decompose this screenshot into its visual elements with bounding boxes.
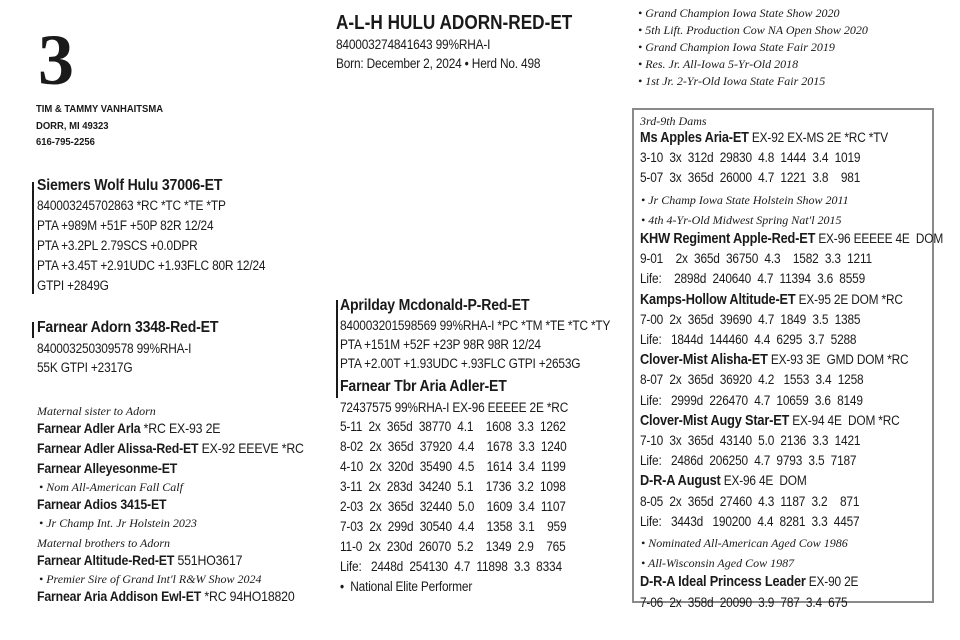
ancestor-dam-honor: • Jr Champ Iowa State Holstein Show 2011 — [641, 192, 849, 207]
granddam-record: 7-03 2x 299d 30540 4.4 1358 3.1 959 — [340, 519, 567, 534]
owner-name: TIM & TAMMY VANHAITSMA — [36, 103, 164, 115]
sibling-note: • Nom All-American Fall Calf — [39, 480, 183, 494]
ancestor-dams-heading: 3rd-9th Dams — [640, 114, 707, 128]
granddam-record: 4-10 2x 320d 35490 4.5 1614 3.4 1199 — [340, 459, 566, 474]
ancestor-dam-name: D-R-A August — [640, 473, 721, 490]
mgs-line: PTA +151M +52F +23P 98R 98R 12/24 — [340, 337, 541, 352]
ancestor-dam-name: Ms Apples Aria-ET — [640, 130, 749, 146]
granddam-record: 3-11 2x 283d 34240 5.1 1736 3.2 1098 — [340, 479, 566, 494]
sibling-info: 551HO3617 — [174, 552, 243, 568]
ancestor-dam-record: 7-00 2x 365d 39690 4.7 1849 3.5 1385 — [640, 311, 861, 327]
ancestor-dam-name: D-R-A Ideal Princess Leader — [640, 574, 806, 591]
ancestor-dam-classification: EX-95 2E DOM *RC — [795, 291, 903, 307]
ancestor-dam-name: Kamps-Hollow Altitude-ET — [640, 291, 796, 308]
ancestor-dam-honor: • All-Wisconsin Aged Cow 1987 — [641, 556, 795, 571]
granddam-record: 5-11 2x 365d 38770 4.1 1608 3.3 1262 — [340, 419, 566, 434]
ancestor-dam-name: KHW Regiment Apple-Red-ET — [640, 231, 816, 247]
sire-line: PTA +3.2PL 2.79SCS +0.0DPR — [37, 238, 198, 253]
granddam-line: 72437575 99%RHA-I EX-96 EEEEE 2E *RC — [340, 400, 569, 415]
ancestor-dam-row — [640, 230, 943, 248]
ancestor-dam-record: 8-07 2x 365d 36920 4.2 1553 3.4 1258 — [640, 372, 864, 388]
brother-heading: Maternal brothers to Adorn — [37, 536, 171, 550]
ancestor-dam-record: 9-01 2x 365d 36750 4.3 1582 3.3 1211 — [640, 251, 872, 267]
ancestor-dam-honor: • 4th 4-Yr-Old Midwest Spring Nat'l 2015 — [641, 212, 842, 227]
sibling-name: Farnear Adler Alissa-Red-ET — [37, 440, 199, 456]
sire-name: Siemers Wolf Hulu 37006-ET — [37, 177, 223, 194]
sister-heading: Maternal sister to Adorn — [37, 404, 156, 418]
sire-line: PTA +989M +51F +50P 82R 12/24 — [37, 218, 214, 233]
ancestor-dam-record: Life: 2999d 226470 4.7 10659 3.6 8149 — [640, 392, 863, 408]
owner-city: DORR, MI 49323 — [36, 120, 109, 132]
dam-bracket — [32, 322, 34, 338]
award-item: • Grand Champion Iowa State Show 2020 — [638, 6, 840, 20]
sire-bracket — [32, 182, 34, 294]
ancestor-dam-row — [640, 412, 900, 430]
dam-name: Farnear Adorn 3348-Red-ET — [37, 319, 219, 336]
sibling-name: Farnear Alleyesonme-ET — [37, 460, 178, 476]
ancestor-dam-name: Clover-Mist Alisha-ET — [640, 352, 768, 369]
sibling-info: *RC EX-93 2E — [140, 420, 221, 436]
ancestor-dam-row — [640, 291, 903, 309]
owner-phone: 616-795-2256 — [36, 136, 95, 148]
mgs-line: PTA +2.00T +1.93UDC +.93FLC GTPI +2653G — [340, 356, 581, 371]
ancestor-dam-record: Life: 1844d 144460 4.4 6295 3.7 5288 — [640, 332, 857, 347]
ancestor-dam-classification: EX-96 EEEEE 4E DOM — [815, 231, 944, 246]
animal-birth-info: Born: December 2, 2024 • Herd No. 498 — [336, 56, 541, 71]
sire-line: 840003245702863 *RC *TC *TE *TP — [37, 198, 226, 213]
award-item: • Grand Champion Iowa State Fair 2019 — [638, 40, 835, 54]
animal-name: A-L-H HULU ADORN-RED-ET — [336, 12, 573, 34]
granddam-honor: • National Elite Performer — [340, 579, 473, 594]
sibling-name: Farnear Aria Addison Ewl-ET — [37, 588, 202, 604]
award-item: • 5th Lift. Production Cow NA Open Show 2020 — [638, 23, 868, 37]
mgs-name: Aprilday Mcdonald-P-Red-ET — [340, 297, 530, 314]
ancestor-dam-classification: EX-94 4E DOM *RC — [789, 412, 900, 428]
ancestor-dam-honor: • Nominated All-American Aged Cow 1986 — [641, 536, 848, 550]
granddam-record: 11-0 2x 230d 26070 5.2 1349 2.9 765 — [340, 539, 566, 554]
sibling-info: EX-92 EEEVE *RC — [198, 440, 304, 456]
sibling-note: • Premier Sire of Grand Int'l R&W Show 2024 — [39, 572, 262, 586]
ancestor-dam-record: 7-06 2x 358d 20090 3.9 787 3.4 675 — [640, 594, 848, 610]
dam-line: 55K GTPI +2317G — [37, 360, 133, 375]
lot-number: 3 — [38, 20, 74, 100]
ancestor-dam-name: Clover-Mist Augy Star-ET — [640, 412, 790, 429]
sibling-note: • Jr Champ Int. Jr Holstein 2023 — [39, 516, 197, 530]
granddam-lifetime: Life: 2448d 254130 4.7 11898 3.3 8334 — [340, 559, 562, 574]
ancestor-dam-row — [640, 351, 908, 369]
animal-registration: 840003274841643 99%RHA-I — [336, 37, 491, 52]
sibling-name: Farnear Altitude-Red-ET — [37, 552, 175, 568]
ancestor-dam-record: Life: 2486d 206250 4.7 9793 3.5 7187 — [640, 453, 857, 469]
ancestor-dam-record: 3-10 3x 312d 29830 4.8 1444 3.4 1019 — [640, 150, 861, 166]
ancestor-dam-row — [640, 129, 888, 147]
sire-line: GTPI +2849G — [37, 278, 109, 293]
mgs-bracket — [336, 300, 338, 398]
granddam-record: 2-03 2x 365d 32440 5.0 1609 3.4 1107 — [340, 499, 566, 514]
sibling-name: Farnear Adios 3415-ET — [37, 496, 167, 512]
ancestor-dam-row — [640, 472, 807, 490]
ancestor-dam-record: 8-05 2x 365d 27460 4.3 1187 3.2 871 — [640, 493, 860, 509]
dam-line: 840003250309578 99%RHA-I — [37, 341, 192, 356]
ancestor-dam-record: 7-10 3x 365d 43140 5.0 2136 3.3 1421 — [640, 433, 861, 448]
mgs-line: 840003201598569 99%RHA-I *PC *TM *TE *TC *TY — [340, 318, 611, 333]
award-item: • Res. Jr. All-Iowa 5-Yr-Old 2018 — [638, 57, 799, 71]
ancestor-dam-record: Life: 2898d 240640 4.7 11394 3.6 8559 — [640, 271, 866, 287]
sire-line: PTA +3.45T +2.91UDC +1.93FLC 80R 12/24 — [37, 258, 266, 273]
granddam-name: Farnear Tbr Aria Adler-ET — [340, 378, 507, 395]
ancestor-dam-row — [640, 573, 858, 591]
ancestor-dam-classification: EX-96 4E DOM — [720, 473, 807, 489]
award-item: • 1st Jr. 2-Yr-Old Iowa State Fair 2015 — [638, 74, 826, 88]
ancestor-dam-classification: EX-93 3E GMD DOM *RC — [767, 352, 909, 368]
ancestor-dam-record: Life: 3443d 190200 4.4 8281 3.3 4457 — [640, 513, 860, 529]
ancestor-dam-classification: EX-92 EX-MS 2E *RC *TV — [748, 130, 889, 145]
granddam-record: 8-02 2x 365d 37920 4.4 1678 3.3 1240 — [340, 439, 567, 454]
sibling-info: *RC 94HO18820 — [201, 588, 295, 604]
ancestor-dam-record: 5-07 3x 365d 26000 4.7 1221 3.8 981 — [640, 170, 861, 186]
sibling-name: Farnear Adler Arla — [37, 420, 141, 436]
ancestor-dam-classification: EX-90 2E — [805, 574, 859, 590]
